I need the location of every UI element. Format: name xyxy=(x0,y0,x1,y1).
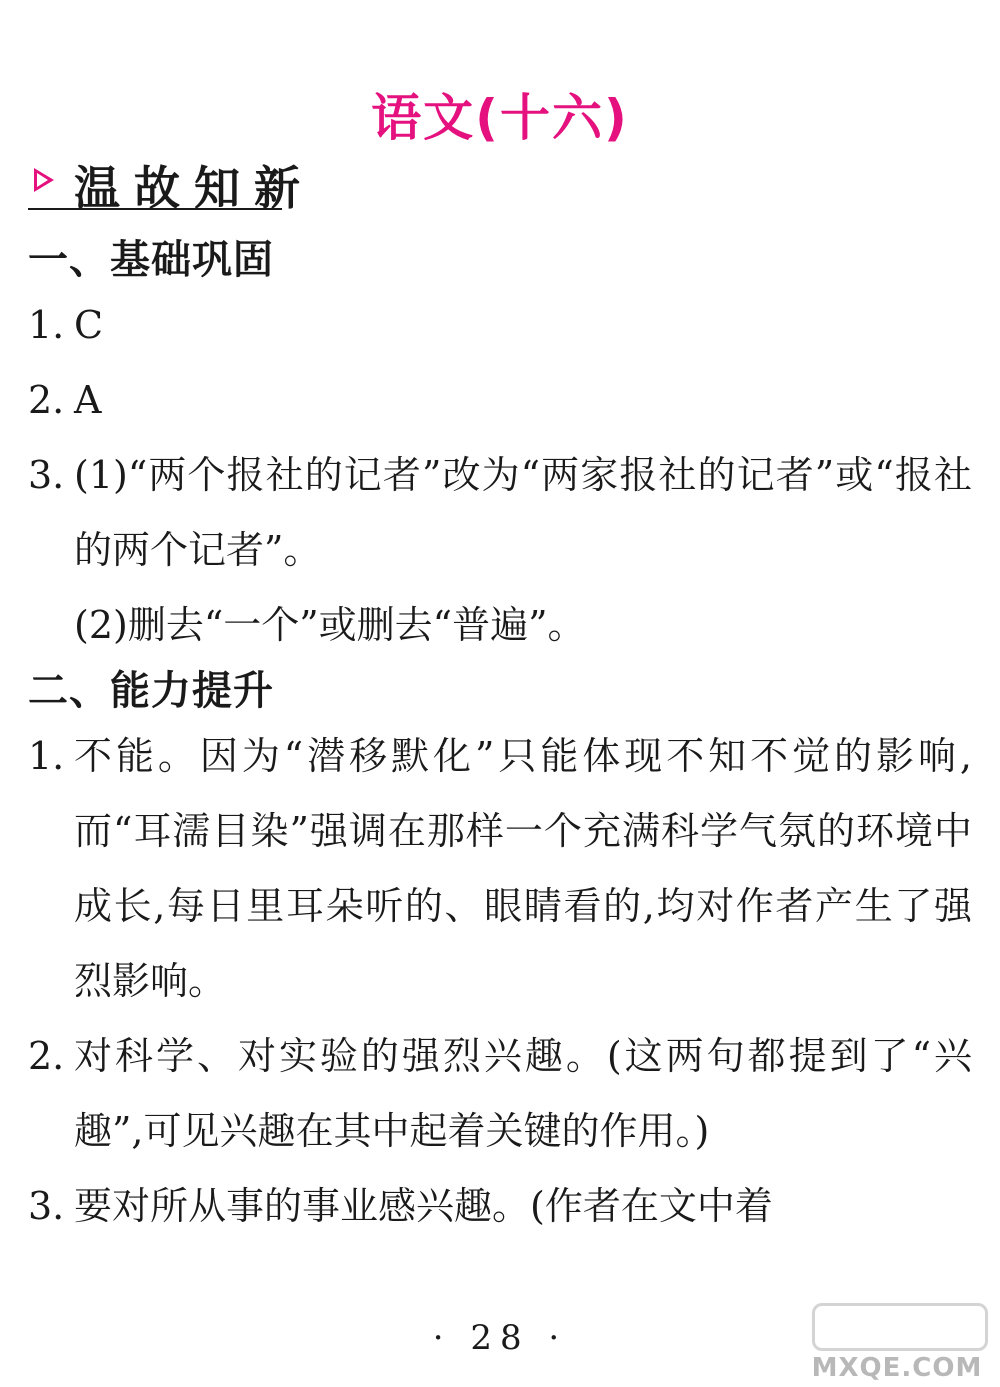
section-heading: 二、能力提升 xyxy=(28,668,274,714)
item-text: A xyxy=(74,378,102,422)
watermark-logo xyxy=(802,1303,992,1383)
section-banner xyxy=(28,150,314,215)
sub-item-text: (2)删去“一个”或删去“普遍”。 xyxy=(74,603,586,647)
section-2 xyxy=(28,663,972,1244)
item-number: 2. xyxy=(28,1034,65,1078)
content xyxy=(28,232,972,1244)
item-number: 2. xyxy=(28,378,65,422)
item-text: 要对所从事的事业感兴趣。(作者在文中着 xyxy=(74,1184,773,1228)
page-number: · 28 · xyxy=(432,1318,568,1358)
list-item xyxy=(28,719,972,1019)
banner-label: 温故知新 xyxy=(74,161,314,215)
item-number: 1. xyxy=(28,303,65,347)
list-item xyxy=(28,288,972,363)
watermark-seal xyxy=(812,1303,988,1351)
item-number: 3. xyxy=(28,453,65,497)
page-title: 语文(十六) xyxy=(371,89,629,147)
watermark-text: MXQE.COM xyxy=(811,1353,983,1383)
triangle-icon xyxy=(34,168,54,192)
item-text: 不能。因为“潜移默化”只能体现不知不觉的影响,而“耳濡目染”强调在那样一个充满科学气氛的环境中成长,每日里耳朵听的、眼睛看的,均对作者产生了强烈影响。 xyxy=(74,734,972,1003)
item-text: 对科学、对实验的强烈兴趣。(这两句都提到了“兴趣”,可见兴趣在其中起着关键的作用。) xyxy=(74,1034,972,1153)
section-1 xyxy=(28,232,972,663)
list-item xyxy=(28,1169,972,1244)
list-item xyxy=(28,438,972,588)
item-text: (1)“两个报社的记者”改为“两家报社的记者”或“报社的两个记者”。 xyxy=(74,453,972,572)
list-item xyxy=(28,1019,972,1169)
section-heading: 一、基础巩固 xyxy=(28,237,274,283)
item-number: 1. xyxy=(28,734,65,778)
item-text: C xyxy=(74,303,104,347)
list-item xyxy=(28,363,972,438)
item-number: 3. xyxy=(28,1184,65,1228)
